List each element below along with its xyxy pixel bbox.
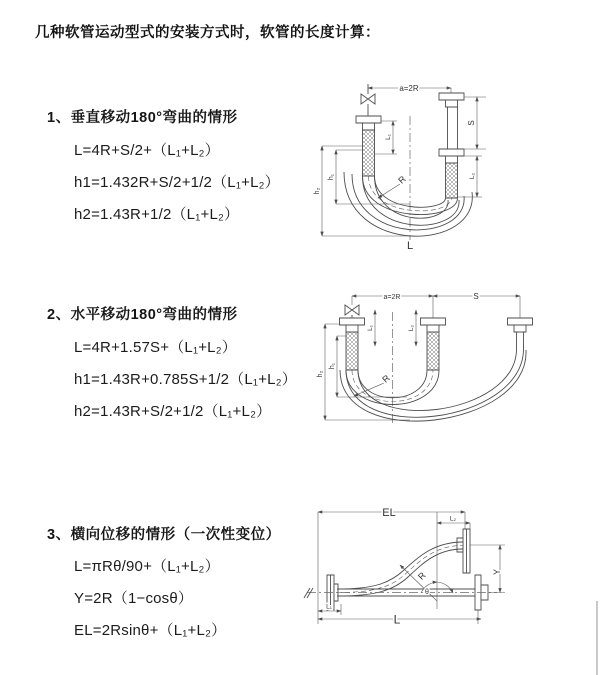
radius-label: R bbox=[380, 372, 392, 385]
upper-flange bbox=[457, 529, 470, 573]
diagram-horizontal-180-bend bbox=[312, 286, 590, 458]
formula-line: h2=1.43R+1/2（L₁+L₂） bbox=[74, 206, 240, 223]
dim-label-h2: h₂ bbox=[314, 187, 321, 195]
left-flange bbox=[340, 318, 365, 332]
dim-label-h2: h₂ bbox=[317, 370, 324, 378]
right-flange-upper bbox=[439, 93, 464, 107]
length-label: L bbox=[406, 240, 414, 252]
formula-line: L=4R+S/2+（L₁+L₂） bbox=[74, 142, 220, 159]
dim-label-a2r: a=2R bbox=[383, 294, 401, 301]
section-3-heading: 3、横向位移的情形（一次性变位） bbox=[47, 527, 281, 543]
braided-hose-section bbox=[346, 332, 358, 370]
formula-line: L=πRθ/90+（L₁+L₂） bbox=[74, 558, 220, 575]
formula-line: h2=1.43R+S/2+1/2（L₁+L₂） bbox=[74, 403, 272, 420]
dim-label-el: EL bbox=[382, 507, 396, 519]
braided-hose-section bbox=[427, 332, 439, 370]
dim-label-y: Y bbox=[492, 568, 502, 576]
dim-label-a2r: a=2R bbox=[399, 84, 419, 93]
dim-label-l: L bbox=[393, 612, 401, 627]
formula-line: h1=1.43R+0.785S+1/2（L₁+L₂） bbox=[74, 371, 297, 388]
valve-icon bbox=[361, 94, 375, 104]
radius-label: R bbox=[396, 173, 408, 186]
valve-icon bbox=[345, 305, 359, 315]
centerline-break bbox=[304, 588, 313, 598]
dim-label-h1: h₁ bbox=[329, 362, 336, 370]
radius-label: R bbox=[415, 570, 428, 582]
formula-line: L=4R+1.57S+（L₁+L₂） bbox=[74, 339, 237, 356]
section-1-heading: 1、垂直移动180°弯曲的情形 bbox=[47, 110, 238, 126]
middle-flange bbox=[421, 318, 446, 332]
dim-label-l2: L₂ bbox=[449, 515, 457, 523]
dim-label-h1: h₁ bbox=[328, 173, 335, 181]
section-2-heading: 2、水平移动180°弯曲的情形 bbox=[47, 307, 238, 323]
left-flange bbox=[356, 116, 381, 130]
diagram-vertical-180-bend bbox=[312, 66, 590, 264]
page-edge-artifact bbox=[596, 601, 598, 675]
braided-hose-section bbox=[363, 130, 375, 176]
braided-hose-section bbox=[446, 163, 458, 198]
right-flange-lower bbox=[439, 149, 464, 163]
dim-label-l2: L₂ bbox=[469, 172, 476, 180]
hose-paths bbox=[337, 542, 475, 596]
dim-label-l1: L₁ bbox=[326, 603, 332, 611]
formula-line: EL=2Rsinθ+（L₁+L₂） bbox=[74, 622, 227, 639]
page-title: 几种软管运动型式的安装方式时，软管的长度计算： bbox=[35, 25, 380, 41]
dim-label-s: S bbox=[467, 120, 476, 126]
dim-label-l1: L₁ bbox=[367, 325, 374, 331]
pipe-line bbox=[517, 332, 524, 349]
right-flange bbox=[508, 318, 533, 332]
dim-label-l2: L₂ bbox=[408, 324, 415, 332]
pipe-line bbox=[448, 107, 458, 149]
formula-line: h1=1.432R+S/2+1/2（L₁+L₂） bbox=[74, 174, 280, 191]
formula-line: Y=2R（1−cosθ） bbox=[74, 590, 194, 607]
dim-label-l1: L₁ bbox=[385, 134, 392, 140]
angle-label: θ bbox=[425, 589, 429, 596]
dim-label-s: S bbox=[473, 292, 479, 301]
diagram-lateral-displacement bbox=[297, 497, 590, 665]
